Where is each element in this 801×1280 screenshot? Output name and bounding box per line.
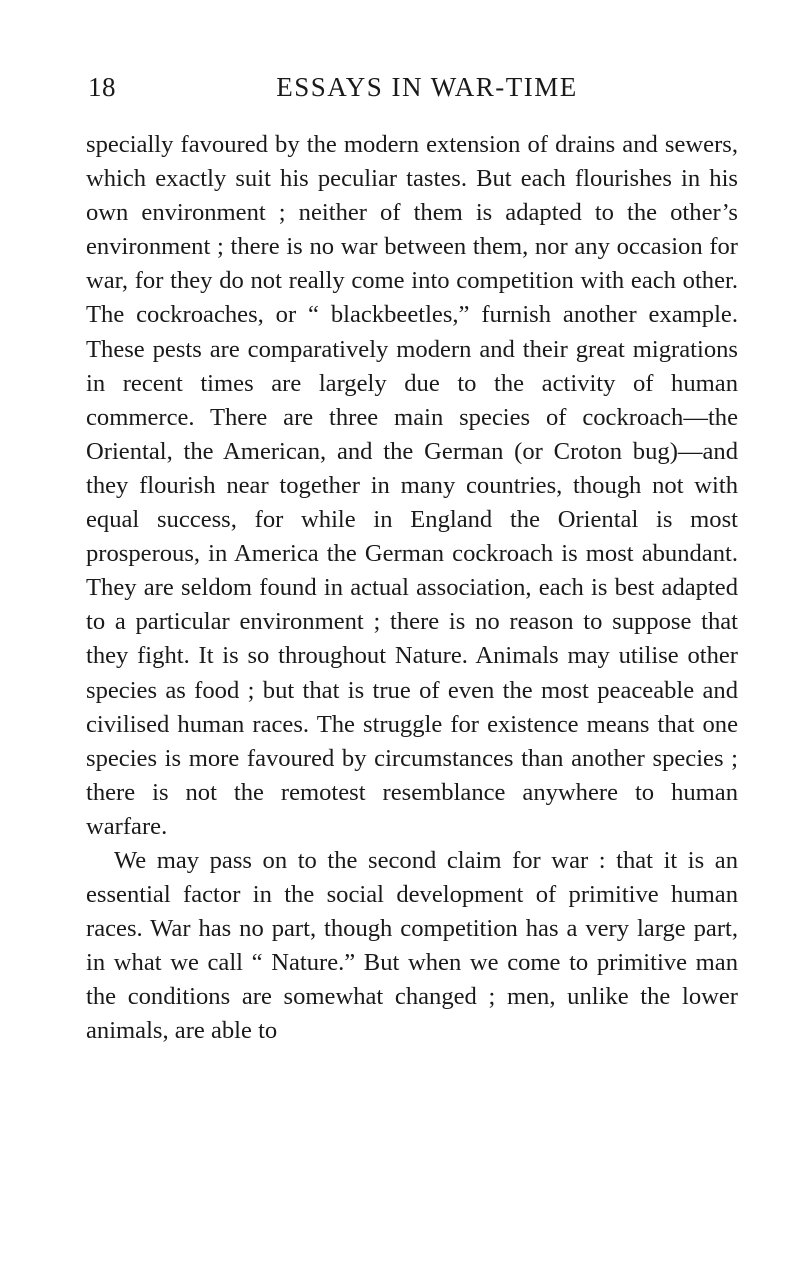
running-title: ESSAYS IN WAR-TIME xyxy=(276,72,578,102)
body-text xyxy=(86,128,738,1049)
paragraph-second-claim: We may pass on to the second claim for war : that it is an essential factor in the social development of primitive human races. War has no part, though competition has a very large part, in what we call “ Nature.” But when we come to primitive man the conditions are somewhat changed ; men, unlike the lower animals, are able to xyxy=(86,846,738,1045)
running-head xyxy=(88,72,738,112)
paragraph-continued: specially favoured by the modern extension of drains and sewers, which exactly suit his peculiar tastes. But each flourishes in his own environment ; neither of them is adapted to the other’s environment ; there is no war between them, nor any occasion for war, for they do not really come into competition with each other. The cockroaches, or “ blackbeetles,” furnish another example. These pests are comparatively modern and their great migrations in recent times are largely due to the activity of human commerce. There are three main species of cockroach—the Oriental, the American, and the German (or Croton bug)—and they flourish near together in many countries, though not with equal success, for while in England the Oriental is most prosperous, in America the German cockroach is most abundant. They are seldom found in actual association, each is best adapted to a particular environment ; there is no reason to suppose that they fight. It is so throughout Nature. Animals may utilise other species as food ; but that is true of even the most peaceable and civilised human races. The struggle for existence means that one species is more favoured by circumstances than another species ; there is not the remotest resemblance anywhere to human warfare. xyxy=(86,131,738,840)
page-number: 18 xyxy=(88,72,116,102)
